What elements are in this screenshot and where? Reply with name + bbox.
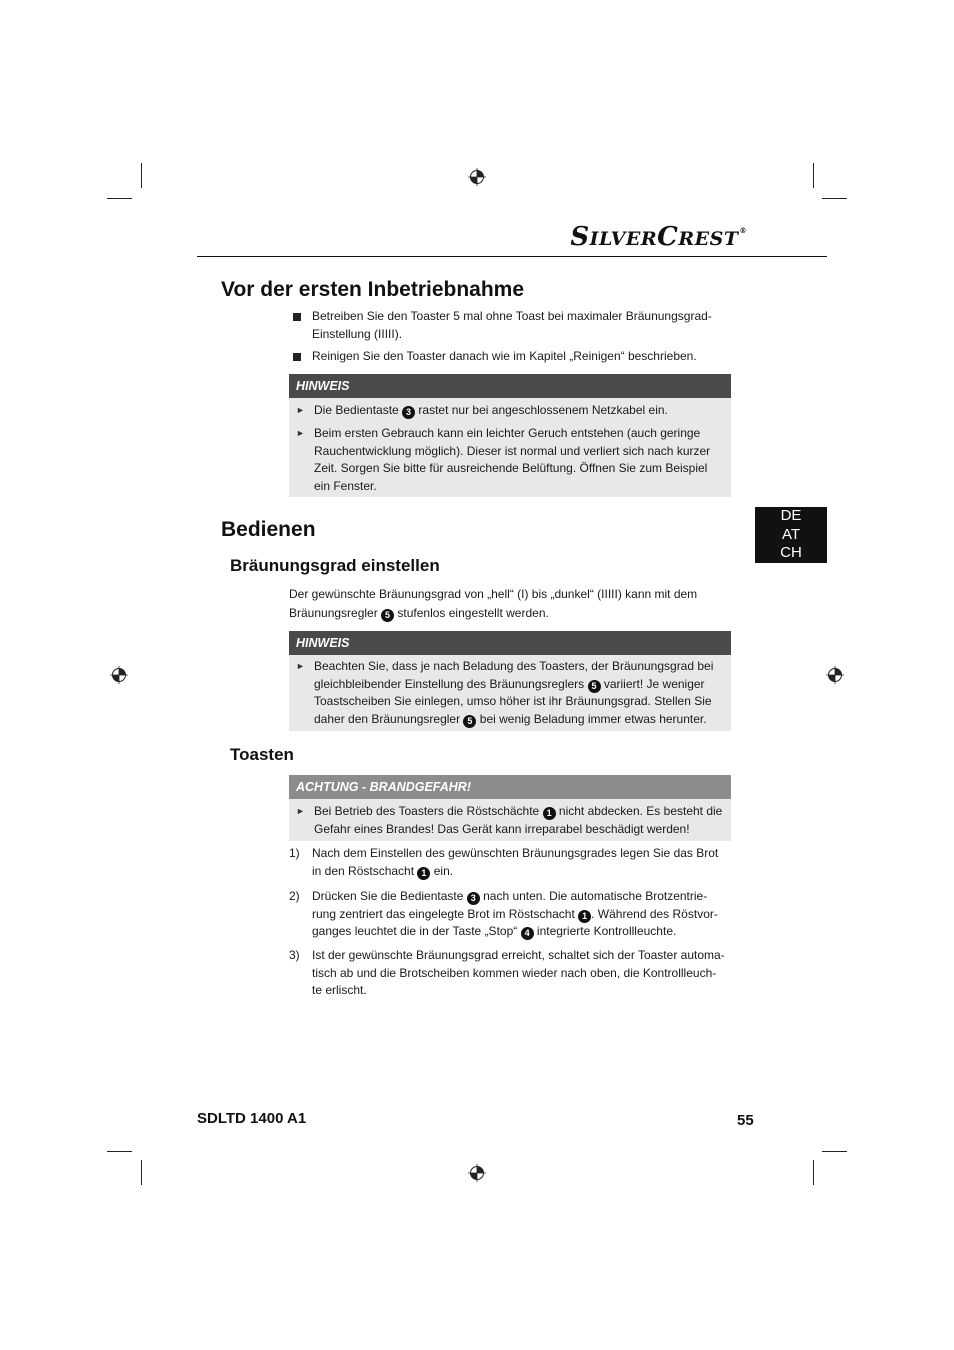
crop-mark — [822, 198, 847, 199]
note-header: HINWEIS — [289, 374, 731, 398]
section-title: Vor der ersten Inbetriebnahme — [221, 278, 525, 301]
warning-text: Bei Betrieb des Toasters die Röstschächte 1 nicht abdecken. Es besteht die Gefahr eines Brandes! Das Gerät kann irreparabel beschädigt werden! — [314, 804, 723, 836]
step-number: 1) — [289, 846, 300, 860]
arrow-bullet-icon: ► — [296, 806, 305, 816]
crop-mark — [107, 1151, 132, 1152]
header-rule — [197, 256, 827, 257]
step-text: Drücken Sie die Bedientaste 3 nach unten. Die automatische Brotzentrie- rung zentriert das eingelegte Brot im Röstschacht 1 . Während des Röstvor- ganges leuchtet die in der Taste „Stop“ 4 integrierte Kontrollleuchte. — [312, 889, 718, 938]
subsection-title: Bräunungsgrad einstellen — [230, 556, 440, 575]
note-text: Beim ersten Gebrauch kann ein leichter Geruch entstehen (auch geringe Rauchentwicklung möglich). Dieser ist normal und verliert sich nach kurzer Zeit. Sorgen Sie bitte für ausreichende Belüftung. Öffnen Sie zum Beispiel ein Fenster. — [314, 426, 711, 493]
page-number: 55 — [737, 1112, 754, 1129]
note-text: Beachten Sie, dass je nach Beladung des Toasters, der Bräunungsgrad bei gleichbleibender Einstellung des Bräunungsreglers 5 variiert! Je weniger Toastscheiben Sie einlegen, umso höher ist ihr Bräunungsgrad. Stellen Sie daher den Bräunungsregler 5 bei wenig Beladung immer etwas herunter. — [314, 659, 714, 726]
warning-header: ACHTUNG - BRANDGEFAHR! — [289, 775, 731, 799]
step-text: Ist der gewünschte Bräunungsgrad erreicht, schaltet sich der Toaster automa- tisch ab und die Brotscheiben kommen wieder nach oben, die Kontrollleuch- te erlischt. — [312, 948, 725, 997]
crop-mark — [822, 1151, 847, 1152]
language-tab: DE AT CH — [755, 507, 827, 563]
step-number: 3) — [289, 948, 300, 962]
step-number: 2) — [289, 889, 300, 903]
step-text: Nach dem Einstellen des gewünschten Bräunungsgrades legen Sie das Brot in den Röstschacht 1 ein. — [312, 846, 719, 878]
registration-mark-icon — [110, 666, 128, 684]
crop-mark — [141, 1160, 142, 1185]
crop-mark — [813, 1160, 814, 1185]
square-bullet-icon — [293, 353, 301, 361]
crop-mark — [107, 198, 132, 199]
crop-mark — [141, 163, 142, 188]
model-number: SDLTD 1400 A1 — [197, 1110, 307, 1127]
bullet-text: Betreiben Sie den Toaster 5 mal ohne Toast bei maximaler Bräunungsgrad- Einstellung (IIIII). — [312, 309, 712, 341]
section-title: Bedienen — [221, 518, 316, 541]
arrow-bullet-icon: ► — [296, 428, 305, 438]
note-header: HINWEIS — [289, 631, 731, 655]
note-text: Die Bedientaste 3 rastet nur bei angeschlossenem Netzkabel ein. — [314, 403, 668, 417]
bullet-text: Reinigen Sie den Toaster danach wie im Kapitel „Reinigen“ beschrieben. — [312, 349, 697, 363]
registration-mark-icon — [826, 666, 844, 684]
paragraph: Der gewünschte Bräunungsgrad von „hell“ (I) bis „dunkel“ (IIIII) kann mit dem Bräunungsregler 5 stufenlos eingestellt werden. — [289, 587, 698, 620]
arrow-bullet-icon: ► — [296, 661, 305, 671]
square-bullet-icon — [293, 313, 301, 321]
brand-logo: SILVERCREST® — [570, 222, 747, 252]
registration-mark-icon — [468, 168, 486, 186]
subsection-title: Toasten — [230, 745, 294, 764]
arrow-bullet-icon: ► — [296, 405, 305, 415]
crop-mark — [813, 163, 814, 188]
registration-mark-icon — [468, 1164, 486, 1182]
